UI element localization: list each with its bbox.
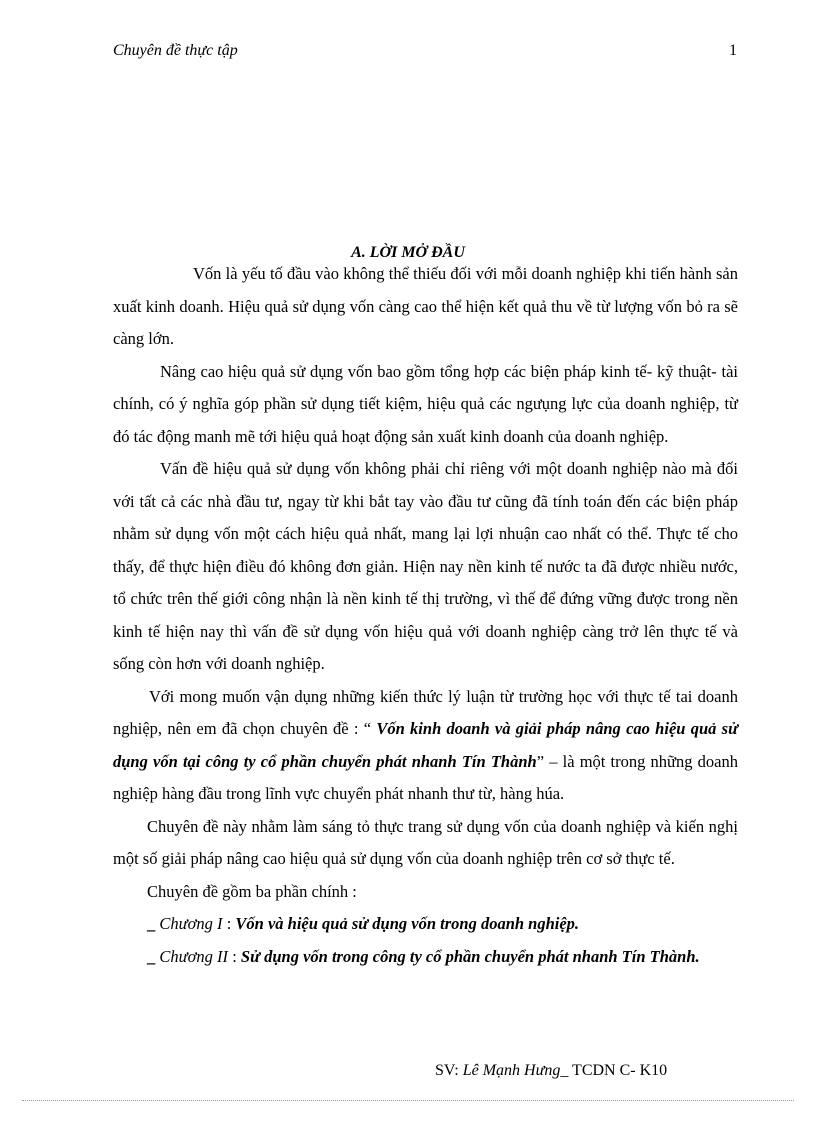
chapter-title: Sử dụng vốn trong công ty cổ phần chuyển phát nhanh Tín Thành. [240,946,700,966]
thesis-title: Vốn kinh doanh và giải pháp nâng cao hiệu quả sử dụng vốn tại công ty cổ phần chuyển phát nhanh Tín Thành [113,719,738,771]
paragraph-4-tail: ” – là một trong những doanh nghiệp hàng đầu trong lĩnh vực chuyển phát nhanh thư từ, hàng húa. [113,751,738,803]
chapter-separator: : [222,914,236,933]
paragraph-4-lead: Với mong muốn vận dụng những kiến thức lý luận từ trường học với thực tế tai doanh nghiệp, nên em đã chọn chuyên đề : “ [113,686,738,738]
chapter-label: Chương I [159,914,223,933]
footer-prefix: SV: [435,1062,463,1079]
section-title: A. LỜI MỞ ĐẦU [351,244,465,261]
chapter-title: Vốn và hiệu quả sử dụng vốn trong doanh nghiệp. [235,914,580,933]
paragraph-1: Vốn là yếu tố đầu vào không thể thiếu đối với mỗi doanh nghiệp khi tiến hành sản xuất kinh doanh. Hiệu quả sử dụng vốn càng cao thể hiện kết quả thu về từ lượng vốn bỏ ra sẽ càng lớn. [113,264,738,348]
paragraph-2: Nâng cao hiệu quả sử dụng vốn bao gồm tổng hợp các biện pháp kinh tế- kỹ thuật- tài chính, có ý nghĩa góp phần sử dụng tiết kiệm, hiệu quả các ngưụng lực của doanh nghiệp, từ đó tác động manh mẽ tới hiệu quả hoạt động sản xuất kinh doanh của doanh nghiệp. [113,361,738,446]
chapter-dash: _ [147,914,160,933]
chapter-item [113,941,738,974]
header-title: Chuyên đề thực tập [113,42,238,59]
chapter-item [113,908,738,941]
chapter-label: Chương II [159,946,229,966]
paragraph-5: Chuyên đề này nhằm làm sáng tỏ thực trang sử dụng vốn của doanh nghiệp và kiến nghị một số giải pháp nâng cao hiệu quả sử dụng vốn của doanh nghiệp trên cơ sở thực tế. [113,816,738,868]
body-text [113,258,738,973]
paragraph-3: Vấn đề hiệu quả sử dụng vốn không phải chỉ riêng với một doanh nghiệp nào mà đối với tất cả các nhà đầu tư, ngay từ khi bắt tay vào đầu tư cũng đã tính toán đến các biện pháp nhằm sử dụng vốn một cách hiệu quả nhất, mang lại lợi nhuận cao nhất có thể. Thực tế cho thấy, để thực hiện điều đó không đơn giản. Hiện nay nền kinh tế nước ta đã được nhiều nước, tổ chức trên thế giới công nhận là nền kinh tế thị trường, vì thế để đứng vững được trong nền kinh tế hiện nay thì vấn đề sử dụng vốn hiệu quả với doanh nghiệp càng trở lên thực tế và sống còn hơn với doanh nghiệp. [113,459,738,673]
footer-class: _ TCDN C- K10 [560,1062,668,1079]
paragraph-6: Chuyên đề gồm ba phần chính : [147,881,357,901]
page-bottom-rule [22,1100,794,1101]
footer [435,1062,667,1080]
paragraph-4 [113,681,738,811]
page-number: 1 [729,42,737,59]
chapter-separator: : [228,946,241,966]
chapter-dash: _ [147,946,160,966]
student-name: Lê Mạnh Hưng [462,1062,561,1079]
